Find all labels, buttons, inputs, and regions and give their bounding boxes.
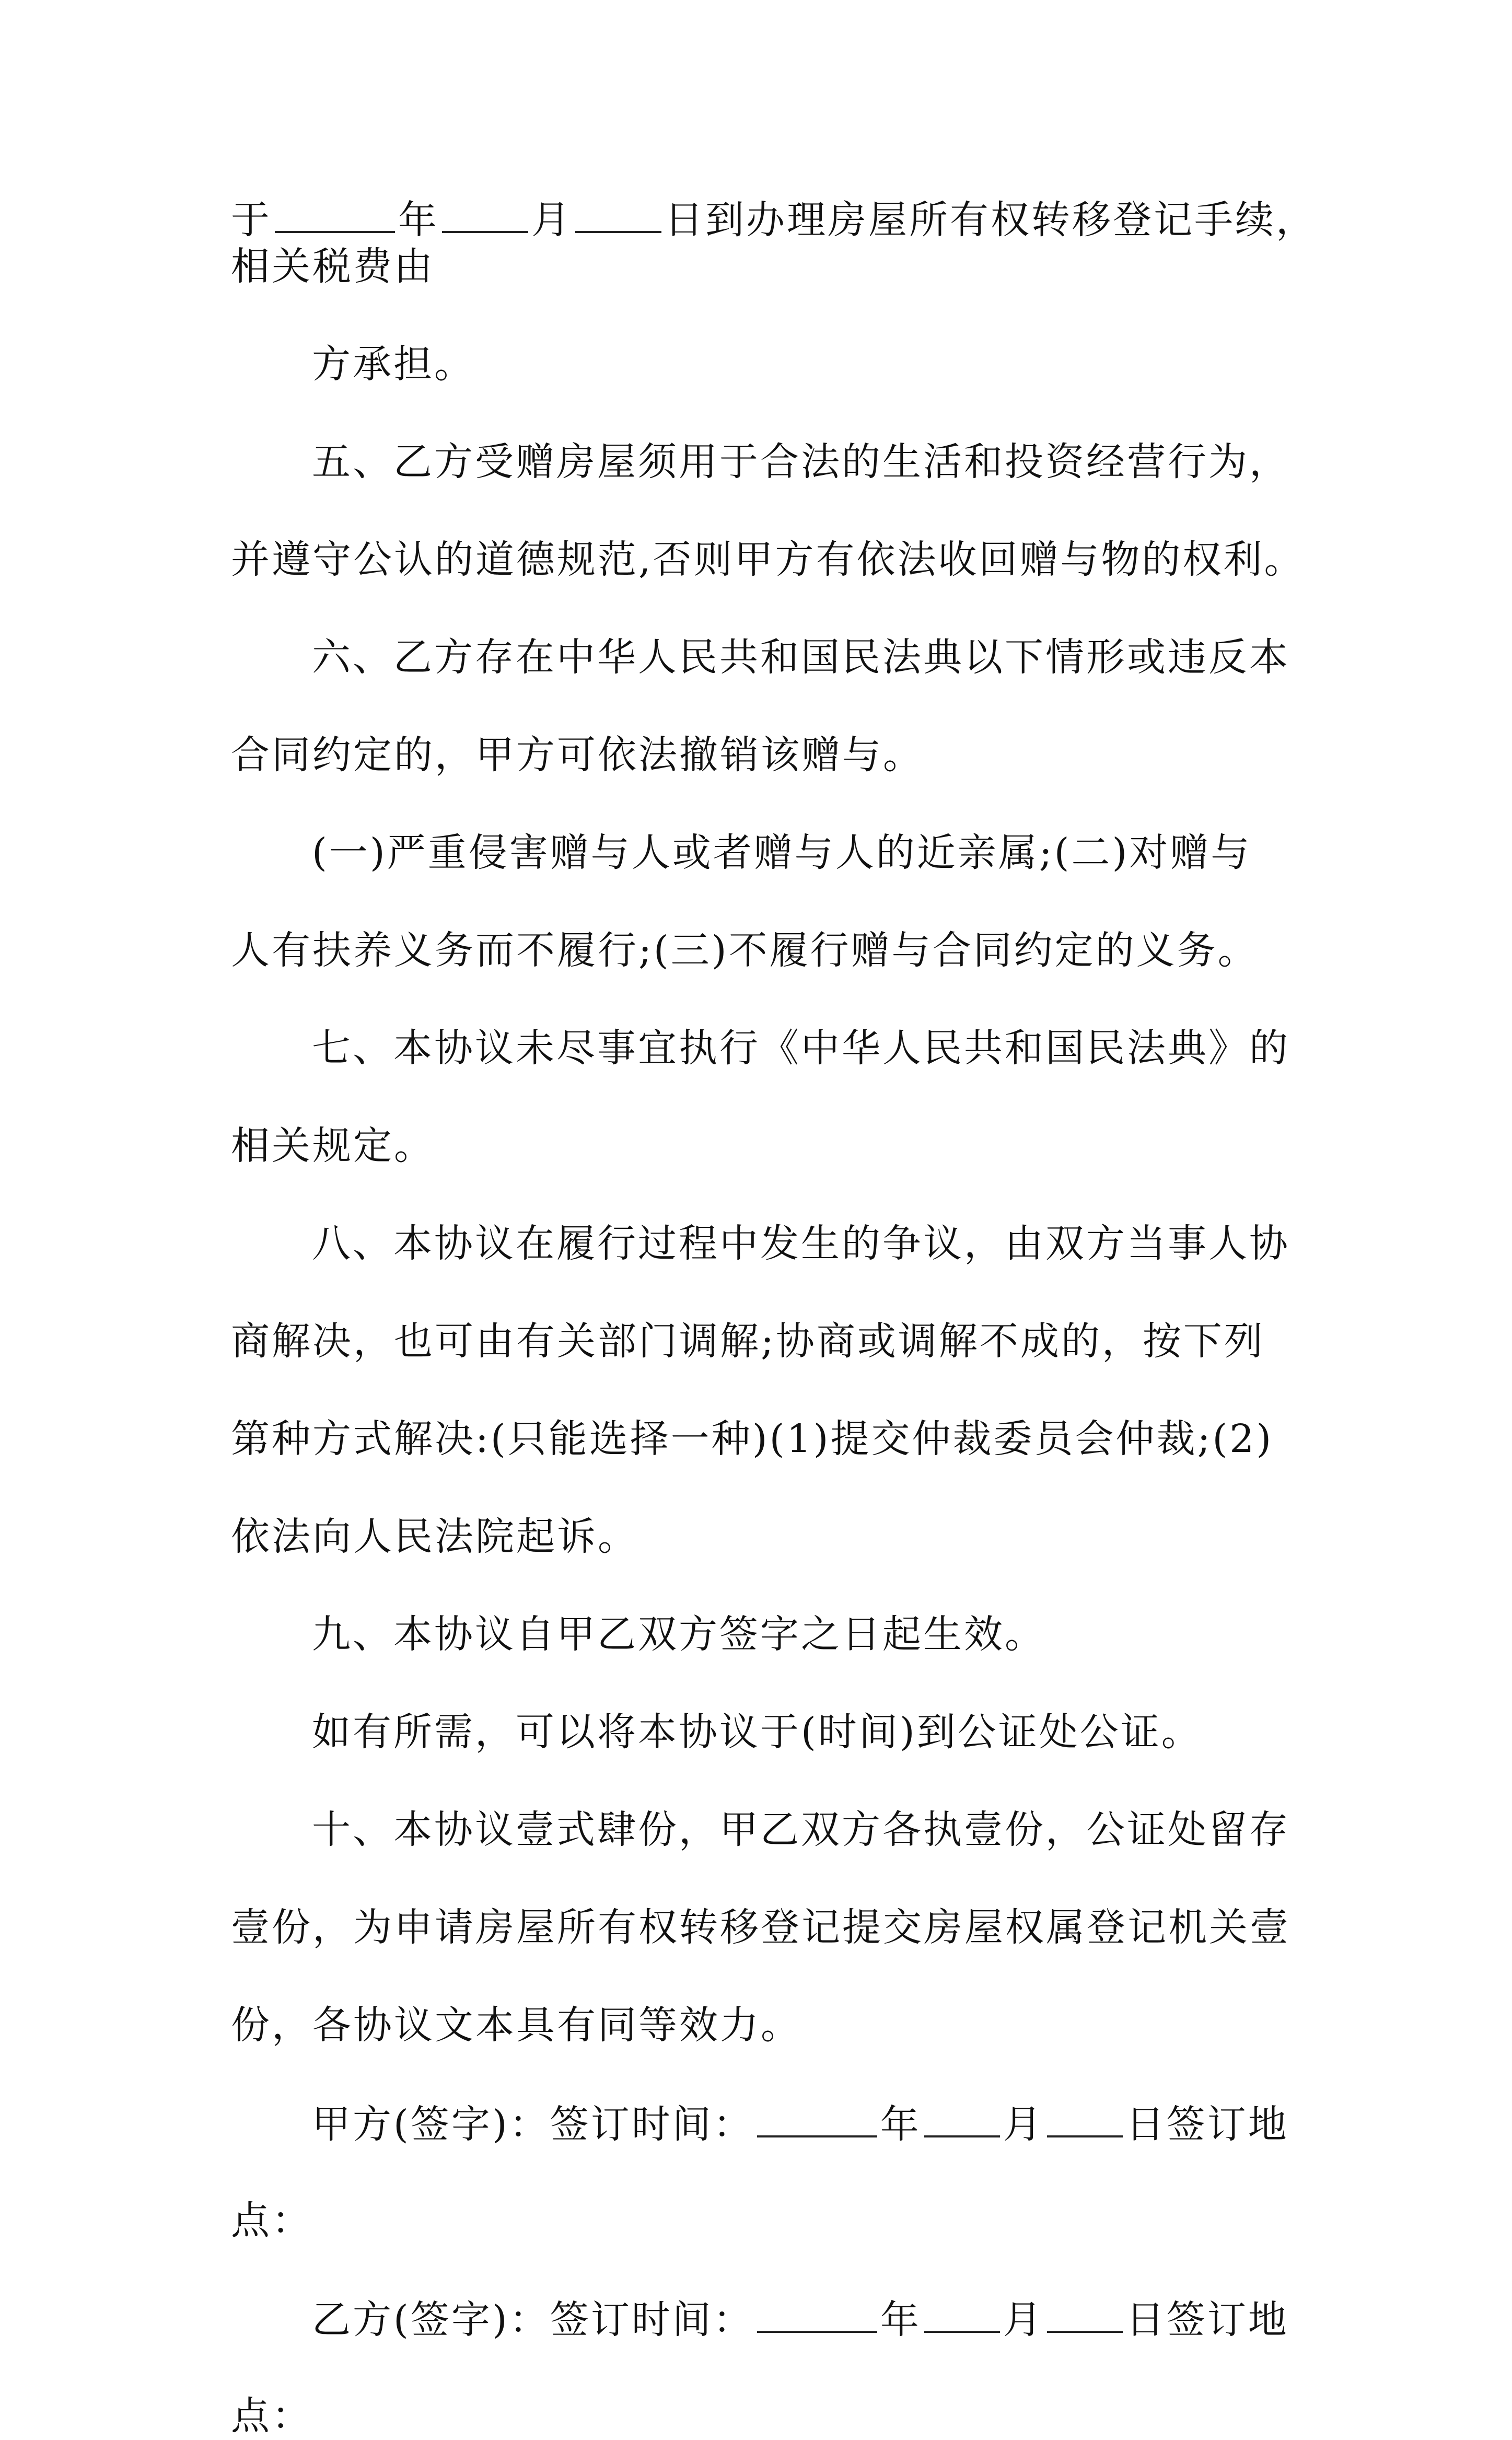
party-a-place-line: 点：: [231, 2198, 312, 2243]
clause-10-line-2: 壹份，为申请房屋所有权转移登记提交房屋权属登记机关壹: [231, 1905, 1290, 1950]
clause-9-line-1: 九、本协议自甲乙双方签字之日起生效。: [312, 1612, 1045, 1657]
text-segment: 年: [880, 2297, 921, 2342]
month-blank: [924, 2294, 1000, 2333]
clause-7-line-1: 七、本协议未尽事宜执行《中华人民共和国民法典》的: [312, 1026, 1290, 1071]
clause-8-line-2: 商解决，也可由有关部门调解;协商或调解不成的，按下列: [231, 1319, 1265, 1364]
party-b-signature-line: [231, 2294, 1289, 2342]
day-blank: [575, 194, 661, 233]
clause-6-items-line-2: 人有扶养义务而不履行;(三)不履行赠与合同约定的义务。: [231, 928, 1259, 973]
text-segment: 甲方(签字)：签订时间：: [312, 2102, 754, 2147]
day-blank: [1047, 2294, 1123, 2333]
clause-7-line-2: 相关规定。: [231, 1123, 435, 1168]
clause-4-line-3: 方承担。: [312, 342, 475, 387]
month-blank: [924, 2099, 1000, 2137]
party-a-signature-line: [231, 2099, 1289, 2147]
year-blank: [757, 2294, 877, 2333]
clause-5-line-2: 并遵守公认的道德规范,否则甲方有依法收回赠与物的权利。: [231, 537, 1305, 582]
clause-6-line-2: 合同约定的，甲方可依法撤销该赠与。: [231, 733, 924, 777]
text-segment: 日签订地: [1125, 2102, 1289, 2147]
clause-4-line-1: [231, 194, 1317, 242]
clause-8-line-3: 第种方式解决:(只能选择一种)(1)提交仲裁委员会仲裁;(2): [231, 1416, 1274, 1461]
clause-8-line-1: 八、本协议在履行过程中发生的争议，由双方当事人协: [312, 1221, 1290, 1266]
text-segment: 日到办理房屋所有权转移登记手续，: [665, 197, 1317, 242]
clause-10-line-3: 份，各协议文本具有同等效力。: [231, 2003, 801, 2048]
text-segment: 日签订地: [1125, 2297, 1289, 2342]
day-blank: [1047, 2099, 1123, 2137]
text-segment: 乙方(签字)：签订时间：: [312, 2297, 754, 2342]
clause-10-line-1: 十、本协议壹式肆份，甲乙双方各执壹份，公证处留存: [312, 1807, 1290, 1852]
text-segment: 年: [398, 197, 439, 242]
text-segment: 月: [1003, 2297, 1044, 2342]
text-segment: 年: [880, 2102, 921, 2147]
clause-6-line-1: 六、乙方存在中华人民共和国民法典以下情形或违反本: [312, 635, 1290, 680]
party-b-place-line: 点：: [231, 2393, 312, 2438]
clause-6-items-line-1: (一)严重侵害赠与人或者赠与人的近亲属;(二)对赠与: [312, 830, 1252, 875]
text-segment: 于: [231, 197, 272, 242]
year-blank: [275, 194, 395, 233]
document-body: [231, 194, 1317, 2440]
clause-5-line-1: 五、乙方受赠房屋须用于合法的生活和投资经营行为，: [312, 439, 1290, 484]
clause-4-line-2: 相关税费由: [231, 244, 435, 289]
year-blank: [757, 2099, 877, 2137]
clause-8-line-4: 依法向人民法院起诉。: [231, 1514, 638, 1559]
text-segment: 月: [531, 197, 572, 242]
notary-note-line-1: 如有所需，可以将本协议于(时间)到公证处公证。: [312, 1710, 1202, 1755]
month-blank: [442, 194, 528, 233]
text-segment: 月: [1003, 2102, 1044, 2147]
